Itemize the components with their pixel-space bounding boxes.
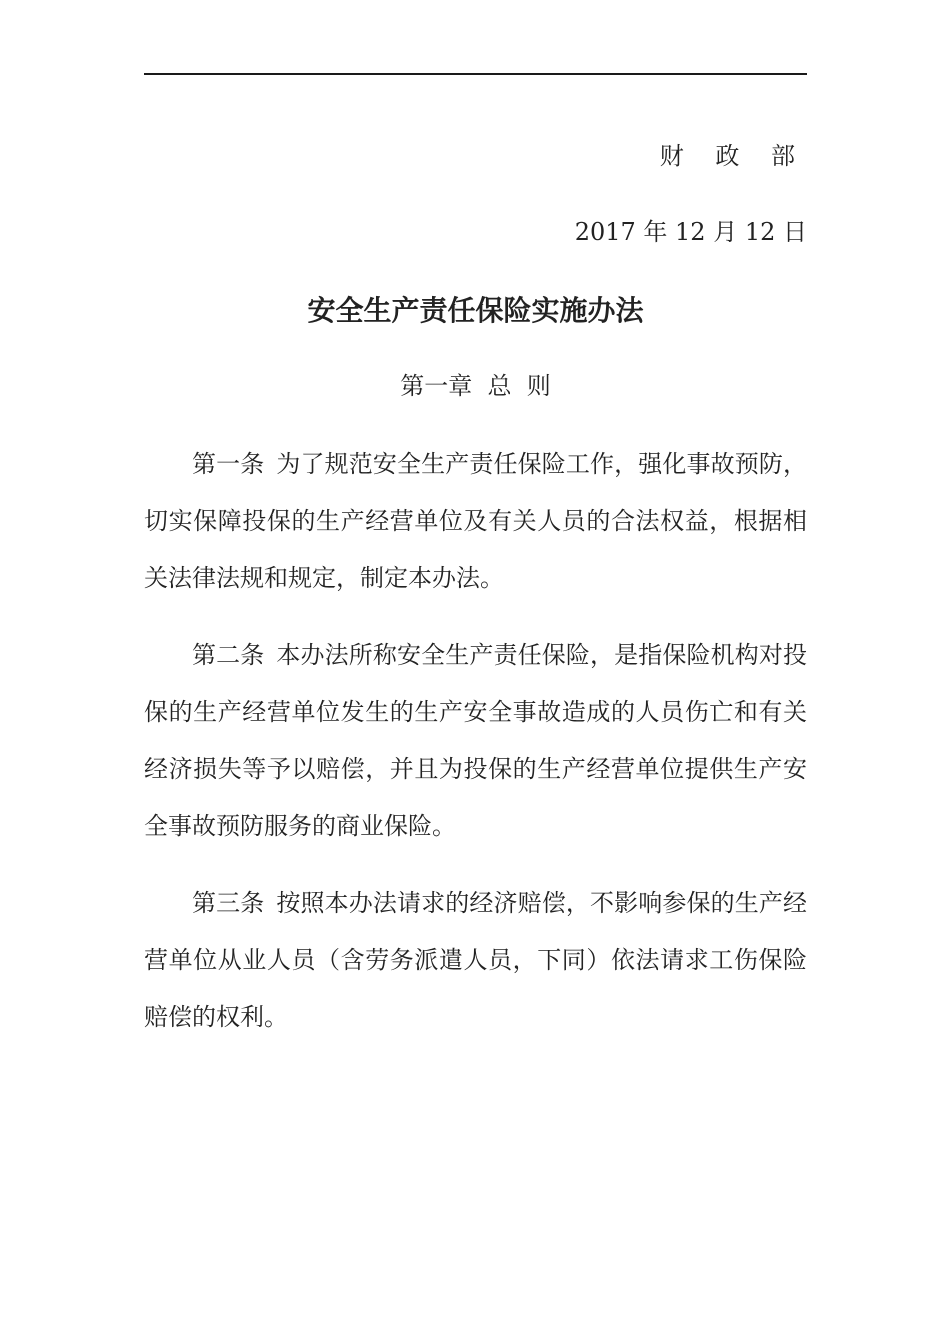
document-title: 安全生产责任保险实施办法 [307, 294, 644, 327]
article-text: 本办法所称安全生产责任保险，是指保险机构对投保的生产经营单位发生的生产安全事故造成的人员伤亡和有关经济损失等予以赔偿，并且为投保的生产经营单位提供生产安全事故预防服务的商业保险。 [144, 641, 807, 840]
article-3 [144, 875, 807, 1046]
header-rule [144, 73, 807, 75]
issuer: 财 政 部 [659, 142, 807, 170]
issue-date: 2017 年 12 月 12 日 [574, 218, 807, 246]
article-2 [144, 627, 807, 855]
article-number: 第二条 [192, 641, 265, 669]
article-1 [144, 436, 807, 607]
article-number: 第一条 [192, 450, 265, 478]
article-text: 按照本办法请求的经济赔偿，不影响参保的生产经营单位从业人员（含劳务派遣人员，下同）依法请求工伤保险赔偿的权利。 [144, 889, 807, 1031]
article-text: 为了规范安全生产责任保险工作，强化事故预防，切实保障投保的生产经营单位及有关人员的合法权益，根据相关法律法规和规定，制定本办法。 [144, 450, 807, 592]
chapter-heading: 第一章 总 则 [400, 372, 551, 400]
article-number: 第三条 [192, 889, 265, 917]
